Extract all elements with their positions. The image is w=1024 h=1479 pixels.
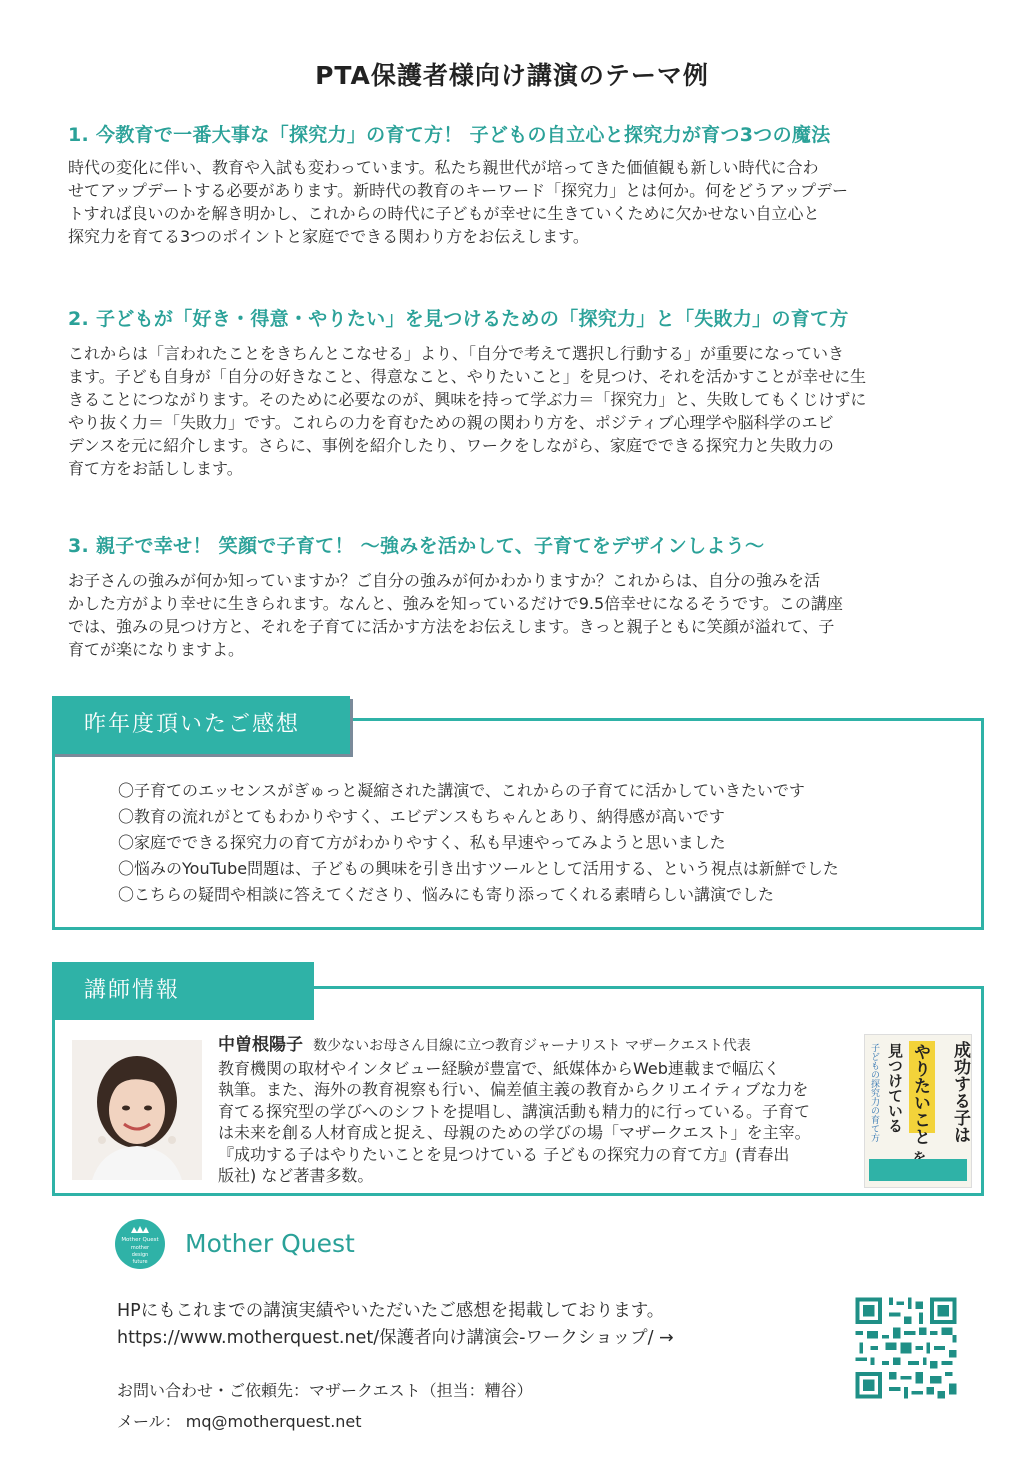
- contact-line: お問い合わせ・ご依頼先：マザークエスト（担当：糟谷）: [117, 1381, 533, 1400]
- feedback-list: [118, 778, 839, 908]
- logo-mark-line: Mother Quest: [121, 1237, 159, 1243]
- section-1-line: 探究力を育てる3つのポイントと家庭でできる関わり方をお伝えします。: [68, 227, 589, 246]
- book-title-d: 見つけている: [886, 1043, 904, 1133]
- section-1-line: 時代の変化に伴い、教育や入試も変わっています。私たち親世代が培ってきた価値観も新しい時代に合わ: [68, 158, 819, 177]
- section-3-line: かした方がより幸せに生きられます。なんと、強みを知っているだけで9.5倍幸せになるそうです。この講座: [68, 594, 843, 613]
- section-2-line: やり抜く力＝「失敗力」です。これらの力を育むための親の関わり方を、ポジティブ心理学や脳科学のエビ: [68, 413, 834, 432]
- mother-quest-logo-icon: [114, 1218, 166, 1270]
- feedback-item: 〇家庭でできる探究力の育て方がわかりやすく、私も早速やってみようと思いました: [118, 833, 726, 852]
- section-2-heading: 2. 子どもが「好き・得意・やりたい」を見つけるための「探究力」と「失敗力」の育て方: [68, 308, 849, 330]
- section-1-line: トすれば良いのかを解き明かし、これからの時代に子どもが幸せに生きていくために欠かせない自立心と: [68, 204, 820, 223]
- book-band: [869, 1159, 967, 1181]
- bio-line: 教育機関の取材やインタビュー経験が豊富で、紙媒体からWeb連載まで幅広く: [218, 1058, 780, 1078]
- page-title: PTA保護者様向け講演のテーマ例: [315, 61, 709, 90]
- logo-mark-line: design: [131, 1252, 149, 1258]
- bio-line: は未来を創る人材育成と捉え、母親のための学びの場「マザークエスト」を主宰。: [218, 1123, 811, 1142]
- section-3-line: 育てが楽になりますよ。: [68, 640, 245, 659]
- bio-line: 執筆。また、海外の教育視察も行い、偏差値主義の教育からクリエイティブな力を: [218, 1080, 809, 1099]
- instructor-bio: [218, 1034, 858, 1187]
- feedback-item: 〇悩みのYouTube問題は、子どもの興味を引き出すツールとして活用する、という視点は新鮮でした: [118, 859, 839, 878]
- feedback-item: 〇こちらの疑問や相談に答えてくださり、悩みにも寄り添ってくれる素晴らしい講演でした: [118, 885, 775, 904]
- section-3-line: お子さんの強みが何か知っていますか？ご自分の強みが何かわかりますか？これからは、自分の強みを活: [68, 571, 821, 590]
- section-2-line: 育て方をお話しします。: [68, 459, 243, 478]
- hp-url-link[interactable]: https://www.motherquest.net/保護者向け講演会-ワークショップ/ →: [117, 1328, 674, 1348]
- logo-brand-text: Mother Quest: [185, 1229, 355, 1258]
- section-1-body: [68, 156, 968, 248]
- feedback-item: 〇子育てのエッセンスがぎゅっと凝縮された講演で、これからの子育てに活かしていきたいです: [118, 781, 805, 800]
- instructor-tab: 講師情報: [52, 962, 314, 1020]
- section-3-body: [68, 569, 968, 661]
- section-1-heading: 1. 今教育で一番大事な「探究力」の育て方！ 子どもの自立心と探究力が育つ3つの魔法: [68, 124, 831, 146]
- book-cover: [864, 1034, 972, 1188]
- section-2-line: きることにつながります。そのために必要なのが、興味を持って学ぶ力＝「探究力」と、失敗してもくじけずに: [68, 390, 867, 409]
- bio-line: 育てる探究型の学びへのシフトを提唱し、講演活動も精力的に行っている。子育て: [218, 1101, 811, 1121]
- instructor-photo: [72, 1040, 202, 1180]
- hp-info: [117, 1298, 674, 1352]
- section-2-line: ます。子ども自身が「自分の好きなこと、得意なこと、やりたいこと」を見つけ、それを活かすことが幸せに生: [68, 367, 867, 386]
- instructor-tagline: 数少ないお母さん目線に立つ教育ジャーナリスト マザークエスト代表: [313, 1038, 751, 1054]
- logo-mark-line: future: [132, 1259, 148, 1265]
- feedback-item: 〇教育の流れがとてもわかりやすく、エビデンスもちゃんとあり、納得感が高いです: [118, 807, 725, 826]
- hp-line-1: HPにもこれまでの講演実績やいただいたご感想を掲載しております。: [117, 1301, 665, 1321]
- mail-line[interactable]: メール： mq@motherquest.net: [117, 1412, 362, 1431]
- section-2-body: [68, 342, 968, 480]
- feedback-tab: 昨年度頂いたご感想: [52, 696, 350, 754]
- qr-code-icon[interactable]: [852, 1294, 960, 1402]
- section-2-line: デンスを元に紹介します。さらに、事例を紹介したり、ワークをしながら、家庭でできる探究力と失敗力の: [68, 436, 834, 455]
- book-subtitle: 子どもの探究力の育て方: [869, 1043, 879, 1142]
- section-3-line: では、強みの見つけ方と、それを子育てに活かす方法をお伝えします。きっと親子ともに笑顔が溢れて、子: [68, 617, 835, 636]
- logo-mark-line: mother: [130, 1245, 150, 1251]
- instructor-name: 中曽根陽子: [218, 1035, 303, 1055]
- section-1-line: せてアップデートする必要があります。新時代の教育のキーワード「探究力」とは何か。何をどうアップデー: [68, 181, 849, 200]
- section-3-heading: 3. 親子で幸せ！ 笑顔で子育て！ 〜強みを活かして、子育てをデザインしよう〜: [68, 535, 765, 557]
- book-title-b: やりたいこと: [910, 1043, 930, 1145]
- bio-line: 『成功する子はやりたいことを見つけている 子どもの探究力の育て方』(青春出: [218, 1144, 790, 1164]
- bio-line: 版社) など著書多数。: [218, 1166, 374, 1185]
- section-2-line: これからは「言われたことをきちんとこなせる」より、「自分で考えて選択し行動する」が重要になっていき: [68, 344, 845, 363]
- book-title-a: 成功する子は: [950, 1041, 970, 1143]
